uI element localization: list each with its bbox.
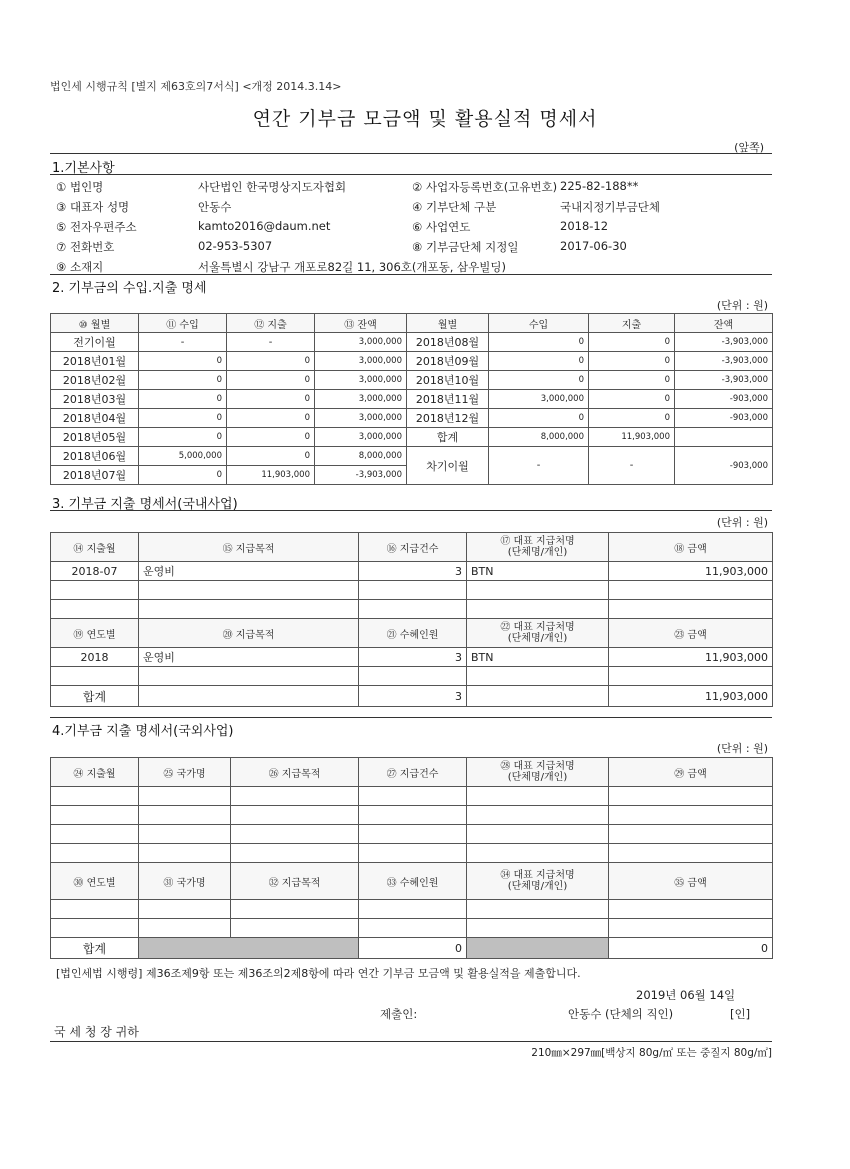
recipient-header-sub: (단체명/개인) bbox=[507, 547, 568, 558]
table-row bbox=[51, 787, 773, 806]
section1-title: 1.기본사항 bbox=[52, 161, 115, 176]
cell: -903,000 bbox=[675, 409, 773, 428]
org-type-value: 국내지정기부금단체 bbox=[560, 200, 660, 214]
cell: 8,000,000 bbox=[315, 447, 407, 466]
cell: - bbox=[227, 333, 315, 352]
cell: 3,000,000 bbox=[315, 352, 407, 371]
cell: 0 bbox=[589, 409, 675, 428]
cell: 0 bbox=[227, 390, 315, 409]
cell: 2018년03월 bbox=[51, 390, 139, 409]
total-amount: 11,903,000 bbox=[609, 686, 773, 707]
cell: 0 bbox=[589, 333, 675, 352]
fiscal-year-label: ⑥ 사업연도 bbox=[412, 220, 471, 234]
phone-value: 02-953-5307 bbox=[198, 239, 273, 253]
cell: 0 bbox=[139, 390, 227, 409]
address-value: 서울특별시 강남구 개포로82길 11, 306호(개포동, 삼우빌딩) bbox=[198, 260, 506, 274]
table-row bbox=[51, 667, 773, 686]
designation-date-label: ⑧ 기부금단체 지정일 bbox=[412, 240, 519, 254]
col-recipient bbox=[467, 758, 609, 787]
paper-spec: 210㎜×297㎜[백상지 80g/㎡ 또는 중질지 80g/㎡] bbox=[531, 1047, 772, 1059]
recipient-header: ㉘ 대표 지급처명 bbox=[500, 761, 575, 772]
cell: 2018-07 bbox=[51, 562, 139, 581]
recipient-header: ⑰ 대표 지급처명 bbox=[500, 536, 575, 547]
total-expense: 11,903,000 bbox=[589, 428, 675, 447]
col-expense-month: ㉔ 지출월 bbox=[51, 758, 139, 787]
col-month: ⑩ 월별 bbox=[51, 314, 139, 333]
cell: 2018 bbox=[51, 648, 139, 667]
col-expense: ⑫ 지출 bbox=[227, 314, 315, 333]
cell: 3,000,000 bbox=[315, 409, 407, 428]
recipient-header: ㉞ 대표 지급처명 bbox=[500, 870, 575, 881]
recipient-header-sub: (단체명/개인) bbox=[507, 772, 568, 783]
income-expense-table bbox=[50, 313, 773, 485]
section4-title: 4.기부금 지출 명세서(국외사업) bbox=[52, 724, 234, 739]
col-amount: ⑱ 금액 bbox=[609, 533, 773, 562]
cell: BTN bbox=[467, 562, 609, 581]
cell: 2018년02월 bbox=[51, 371, 139, 390]
cell: -3,903,000 bbox=[315, 466, 407, 485]
cell: 2018년11월 bbox=[407, 390, 489, 409]
table-row bbox=[51, 352, 773, 371]
table-row bbox=[51, 428, 773, 447]
cell: - bbox=[139, 333, 227, 352]
table-row bbox=[51, 825, 773, 844]
cell: 2018년05월 bbox=[51, 428, 139, 447]
cell: 0 bbox=[589, 371, 675, 390]
submitter-label: 제출인: bbox=[380, 1007, 418, 1021]
cell: 2018년12월 bbox=[407, 409, 489, 428]
cell: 운영비 bbox=[139, 562, 359, 581]
cell: 0 bbox=[589, 352, 675, 371]
col-recipient bbox=[467, 533, 609, 562]
total-count: 0 bbox=[359, 938, 467, 959]
col-purpose: ㉖ 지급목적 bbox=[231, 758, 359, 787]
cell: 0 bbox=[139, 466, 227, 485]
total-income: 8,000,000 bbox=[489, 428, 589, 447]
total-balance bbox=[675, 428, 773, 447]
col-recipient-b bbox=[467, 619, 609, 648]
col-payment-count: ㉗ 지급건수 bbox=[359, 758, 467, 787]
table-row bbox=[51, 938, 773, 959]
cell: 2018년01월 bbox=[51, 352, 139, 371]
cell: 0 bbox=[489, 371, 589, 390]
cell: 3,000,000 bbox=[315, 390, 407, 409]
cell: 3,000,000 bbox=[489, 390, 589, 409]
table-row bbox=[51, 390, 773, 409]
cell: 5,000,000 bbox=[139, 447, 227, 466]
table-row bbox=[51, 900, 773, 919]
cell: 3 bbox=[359, 562, 467, 581]
submitter-name: 안동수 (단체의 직인) bbox=[568, 1007, 674, 1021]
overseas-expense-table bbox=[50, 757, 773, 959]
cell: -3,903,000 bbox=[675, 371, 773, 390]
cell: 2018년04월 bbox=[51, 409, 139, 428]
cell: 11,903,000 bbox=[609, 562, 773, 581]
cell: 0 bbox=[139, 371, 227, 390]
col-month-2: 월별 bbox=[407, 314, 489, 333]
col-expense-2: 지출 bbox=[589, 314, 675, 333]
cell: 0 bbox=[227, 352, 315, 371]
org-type-label: ④ 기부단체 구분 bbox=[412, 200, 497, 214]
cell: 0 bbox=[227, 371, 315, 390]
col-purpose-b: ⑳ 지급목적 bbox=[139, 619, 359, 648]
cell: -3,903,000 bbox=[675, 333, 773, 352]
total-label: 합계 bbox=[51, 686, 139, 707]
section4-unit: (단위 : 원) bbox=[716, 742, 768, 755]
col-year: ⑲ 연도별 bbox=[51, 619, 139, 648]
cell: -903,000 bbox=[675, 390, 773, 409]
cell: 2018년07월 bbox=[51, 466, 139, 485]
cell: -3,903,000 bbox=[675, 352, 773, 371]
cell: 0 bbox=[227, 409, 315, 428]
section2-unit: (단위 : 원) bbox=[716, 299, 768, 312]
designation-date-value: 2017-06-30 bbox=[560, 239, 627, 253]
col-beneficiaries: ㉝ 수혜인원 bbox=[359, 863, 467, 900]
table-row bbox=[51, 648, 773, 667]
total-amount: 0 bbox=[609, 938, 773, 959]
cell: 11,903,000 bbox=[609, 648, 773, 667]
recipient-office: 국 세 청 장 귀하 bbox=[54, 1025, 139, 1039]
section3-title: 3. 기부금 지출 명세서(국내사업) bbox=[52, 497, 238, 512]
section2-title: 2. 기부금의 수입.지출 명세 bbox=[52, 281, 207, 296]
cell: 0 bbox=[139, 409, 227, 428]
total-label: 합계 bbox=[51, 938, 139, 959]
biz-reg-label: ② 사업자등록번호(고유번호) bbox=[412, 180, 558, 194]
cell: BTN bbox=[467, 648, 609, 667]
table-row bbox=[51, 447, 773, 466]
recipient-header: ㉒ 대표 지급처명 bbox=[500, 622, 575, 633]
col-amount-b: ㉟ 금액 bbox=[609, 863, 773, 900]
domestic-expense-table bbox=[50, 532, 773, 707]
total-count: 3 bbox=[359, 686, 467, 707]
cell: 0 bbox=[589, 390, 675, 409]
col-beneficiaries: ㉑ 수혜인원 bbox=[359, 619, 467, 648]
total-label: 합계 bbox=[407, 428, 489, 447]
col-country-b: ㉛ 국가명 bbox=[139, 863, 231, 900]
seal-mark: [인] bbox=[730, 1007, 751, 1021]
cell: 전기이월 bbox=[51, 333, 139, 352]
carry-over-balance: -903,000 bbox=[675, 447, 773, 485]
col-recipient-b bbox=[467, 863, 609, 900]
cell: 0 bbox=[489, 352, 589, 371]
cell: 0 bbox=[227, 447, 315, 466]
table-row bbox=[51, 919, 773, 938]
cell: 3,000,000 bbox=[315, 333, 407, 352]
col-income: ⑪ 수입 bbox=[139, 314, 227, 333]
table-row bbox=[51, 371, 773, 390]
col-amount-b: ㉓ 금액 bbox=[609, 619, 773, 648]
carry-over-income: - bbox=[489, 447, 589, 485]
col-expense-month: ⑭ 지출월 bbox=[51, 533, 139, 562]
cell: 0 bbox=[139, 352, 227, 371]
carry-over-label: 차기이월 bbox=[407, 447, 489, 485]
cell: 3,000,000 bbox=[315, 428, 407, 447]
fiscal-year-value: 2018-12 bbox=[560, 219, 609, 233]
table-row bbox=[51, 333, 773, 352]
col-purpose: ⑮ 지급목적 bbox=[139, 533, 359, 562]
table-row bbox=[51, 600, 773, 619]
submission-statement: [법인세법 시행령] 제36조제9항 또는 제36조의2제8항에 따라 연간 기부금 모금액 및 활용실적을 제출합니다. bbox=[56, 967, 581, 980]
corp-name-value: 사단법인 한국명상지도자협회 bbox=[198, 180, 347, 194]
col-purpose-b: ㉜ 지급목적 bbox=[231, 863, 359, 900]
cell: 2018년08월 bbox=[407, 333, 489, 352]
email-value: kamto2016@daum.net bbox=[198, 219, 331, 233]
cell: 2018년10월 bbox=[407, 371, 489, 390]
ceo-name-label: ③ 대표자 성명 bbox=[56, 200, 130, 214]
table-row bbox=[51, 686, 773, 707]
cell: 운영비 bbox=[139, 648, 359, 667]
carry-over-expense: - bbox=[589, 447, 675, 485]
col-income-2: 수입 bbox=[489, 314, 589, 333]
cell: 0 bbox=[139, 428, 227, 447]
cell: 0 bbox=[227, 428, 315, 447]
col-amount: ㉙ 금액 bbox=[609, 758, 773, 787]
page-side-label: (앞쪽) bbox=[734, 141, 764, 154]
cell: 2018년09월 bbox=[407, 352, 489, 371]
corp-name-label: ① 법인명 bbox=[56, 180, 104, 194]
cell: 3,000,000 bbox=[315, 371, 407, 390]
recipient-header-sub: (단체명/개인) bbox=[507, 881, 568, 892]
table-row bbox=[51, 806, 773, 825]
ceo-name-value: 안동수 bbox=[198, 200, 232, 214]
cell: 3 bbox=[359, 648, 467, 667]
col-balance-2: 잔액 bbox=[675, 314, 773, 333]
cell: 2018년06월 bbox=[51, 447, 139, 466]
cell: 0 bbox=[489, 333, 589, 352]
email-label: ⑤ 전자우편주소 bbox=[56, 220, 137, 234]
phone-label: ⑦ 전화번호 bbox=[56, 240, 115, 254]
table-row bbox=[51, 562, 773, 581]
document-title: 연간 기부금 모금액 및 활용실적 명세서 bbox=[252, 108, 598, 130]
submission-date: 2019년 06월 14일 bbox=[636, 988, 736, 1002]
table-row bbox=[51, 844, 773, 863]
address-label: ⑨ 소재지 bbox=[56, 260, 104, 274]
table-row bbox=[51, 581, 773, 600]
form-reference: 법인세 시행규칙 [별지 제63호의7서식] <개정 2014.3.14> bbox=[50, 80, 342, 93]
section3-unit: (단위 : 원) bbox=[716, 516, 768, 529]
col-payment-count: ⑯ 지급건수 bbox=[359, 533, 467, 562]
biz-reg-value: 225-82-188** bbox=[560, 179, 639, 193]
col-country: ㉕ 국가명 bbox=[139, 758, 231, 787]
col-balance: ⑬ 잔액 bbox=[315, 314, 407, 333]
recipient-header-sub: (단체명/개인) bbox=[507, 633, 568, 644]
cell: 0 bbox=[489, 409, 589, 428]
table-row bbox=[51, 409, 773, 428]
col-year: ㉚ 연도별 bbox=[51, 863, 139, 900]
cell: 11,903,000 bbox=[227, 466, 315, 485]
